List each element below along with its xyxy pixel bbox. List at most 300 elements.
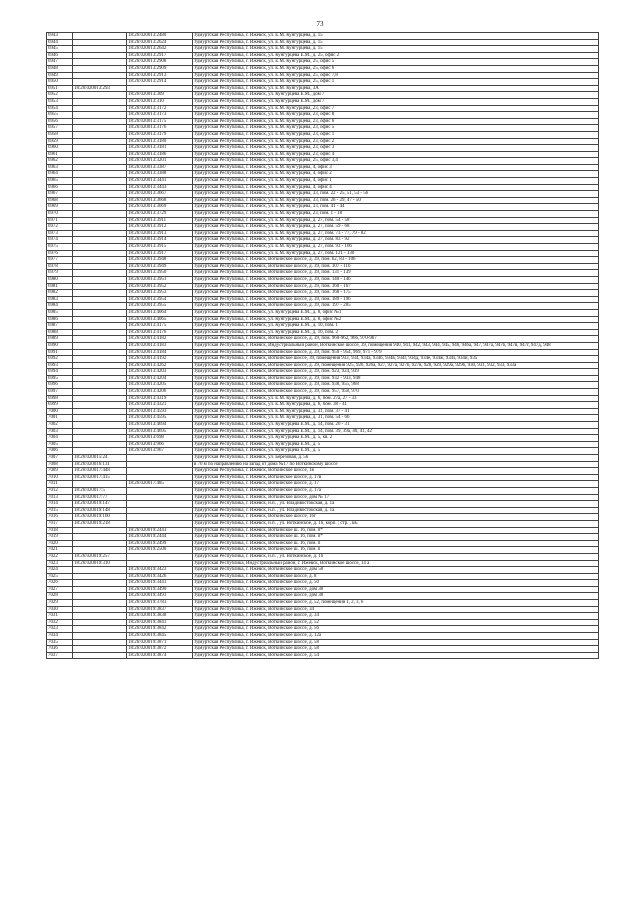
address-cell: Удмуртская Республика, г. Ижевск, ул. Кунгурцева Е.М., д. 25, офис 2 — [193, 52, 599, 59]
address-cell: Удмуртская Республика, г. Ижевск, Воткинское ш. 16, пом. п* — [193, 534, 599, 541]
row-number-cell: 7012 — [47, 487, 73, 494]
building-cadastral-number-cell — [127, 468, 193, 475]
building-cadastral-number-cell: 18:26:020019:3783 — [127, 600, 193, 607]
land-cadastral-number-cell — [73, 52, 127, 59]
table-row — [47, 85, 599, 92]
address-cell: Удмуртская Республика, г. Ижевск, Воткинское шоссе, д. 50 — [193, 580, 599, 587]
table-row — [47, 171, 599, 178]
land-cadastral-number-cell — [73, 323, 127, 330]
table-row — [47, 567, 599, 574]
row-number-cell: 6990 — [47, 342, 73, 349]
row-number-cell: 6962 — [47, 158, 73, 165]
address-cell: Удмуртская Республика, г. Ижевск, Воткинское шоссе, д. 56 — [193, 626, 599, 633]
address-cell: Удмуртская Республика, г. Ижевск, н.п. , ул. Владивостокская, д. 1а — [193, 501, 599, 508]
row-number-cell: 7033 — [47, 626, 73, 633]
building-cadastral-number-cell: 18:26:020013:4205 — [127, 382, 193, 389]
table-row — [47, 178, 599, 185]
building-cadastral-number-cell: 18:26:020019:3841 — [127, 619, 193, 626]
table-row — [47, 336, 599, 343]
building-cadastral-number-cell: 18:26:020019:3491 — [127, 593, 193, 600]
table-row — [47, 98, 599, 105]
table-row — [47, 309, 599, 316]
land-cadastral-number-cell — [73, 580, 127, 587]
address-cell: Удмуртская Республика, г. Ижевск, Воткинское шоссе, д. 8 — [193, 573, 599, 580]
land-cadastral-number-cell — [73, 230, 127, 237]
table-row — [47, 369, 599, 376]
land-cadastral-number-cell: 18:26:020019:148 — [73, 507, 127, 514]
row-number-cell: 6947 — [47, 59, 73, 66]
table-row — [47, 487, 599, 494]
table-row — [47, 164, 599, 171]
building-cadastral-number-cell: 18:26:020013:3181 — [127, 145, 193, 152]
address-cell: в 70 м по направлению на запад от дома №17 по Воткинскому шоссе — [193, 461, 599, 468]
address-cell: Удмуртская Республика, г. Ижевск, Воткинское шоссе, д. 17в — [193, 474, 599, 481]
table-row — [47, 461, 599, 468]
row-number-cell: 6959 — [47, 138, 73, 145]
land-cadastral-number-cell — [73, 428, 127, 435]
address-cell: Удмуртская Республика, г. Ижевск, н.п. , ул. Воткинское, д. 16 — [193, 553, 599, 560]
table-row — [47, 33, 599, 40]
address-cell: Удмуртская Республика, г. Ижевск, Воткинское шоссе, 1в — [193, 468, 599, 475]
address-cell: Удмуртская Республика, г. Ижевск, ул. Е.М. Кунгурцева, 23, офис 4 — [193, 151, 599, 158]
address-cell: Удмуртская Республика, г. Ижевск, ул. Е.М. Кунгурцева, д. 27, пом. 83 - 92 — [193, 237, 599, 244]
table-row — [47, 52, 599, 59]
address-cell: Удмуртская Республика, г. Ижевск, Воткинское шоссе, д. 52, помещения 1, 2, 3, 6 — [193, 600, 599, 607]
address-cell: Удмуртская Республика, г. Ижевск, Воткинское шоссе, д. 39, пом. 160 - 167 — [193, 283, 599, 290]
table-row — [47, 468, 599, 475]
land-cadastral-number-cell: 18:26:020013:293 — [73, 85, 127, 92]
row-number-cell: 7022 — [47, 553, 73, 560]
row-number-cell: 7017 — [47, 520, 73, 527]
building-cadastral-number-cell: 18:26:020019:2444 — [127, 534, 193, 541]
table-row — [47, 118, 599, 125]
building-cadastral-number-cell: 18:26:020019:2499 — [127, 540, 193, 547]
row-number-cell: 6968 — [47, 197, 73, 204]
address-cell: Удмуртская Республика, г. Ижевск, ул. Е.М. Кунгурцева, 4, офис 2 — [193, 171, 599, 178]
table-row — [47, 527, 599, 534]
row-number-cell: 6986 — [47, 316, 73, 323]
table-row — [47, 217, 599, 224]
row-number-cell: 7016 — [47, 514, 73, 521]
row-number-cell: 7018 — [47, 527, 73, 534]
address-cell: Удмуртская Республика, г. Ижевск, ул. Березовая, д. 5б — [193, 455, 599, 462]
building-cadastral-number-cell: 18:26:020013:3950 — [127, 270, 193, 277]
building-cadastral-number-cell: 18:26:020019:3441 — [127, 580, 193, 587]
row-number-cell: 6985 — [47, 309, 73, 316]
building-cadastral-number-cell — [127, 487, 193, 494]
table-row — [47, 270, 599, 277]
table-row — [47, 633, 599, 640]
building-cadastral-number-cell: 18:26:020013:3953 — [127, 290, 193, 297]
property-register-table — [46, 32, 599, 659]
table-row — [47, 191, 599, 198]
building-cadastral-number-cell: 18:26:020013:3955 — [127, 303, 193, 310]
building-cadastral-number-cell: 18:26:020013:3669 — [127, 204, 193, 211]
land-cadastral-number-cell — [73, 217, 127, 224]
row-number-cell: 6951 — [47, 85, 73, 92]
land-cadastral-number-cell — [73, 573, 127, 580]
row-number-cell: 7034 — [47, 633, 73, 640]
land-cadastral-number-cell — [73, 626, 127, 633]
row-number-cell: 7003 — [47, 428, 73, 435]
table-row — [47, 204, 599, 211]
row-number-cell: 7031 — [47, 613, 73, 620]
land-cadastral-number-cell — [73, 633, 127, 640]
land-cadastral-number-cell — [73, 79, 127, 86]
table-row — [47, 349, 599, 356]
table-row — [47, 362, 599, 369]
row-number-cell: 6998 — [47, 395, 73, 402]
building-cadastral-number-cell: 18:26:020013:309 — [127, 92, 193, 99]
building-cadastral-number-cell: 18:26:020013:3668 — [127, 197, 193, 204]
land-cadastral-number-cell — [73, 184, 127, 191]
row-number-cell: 6943 — [47, 33, 73, 40]
table-row — [47, 79, 599, 86]
row-number-cell: 7009 — [47, 468, 73, 475]
table-row — [47, 257, 599, 264]
address-cell: Удмуртская Республика, г. Ижевск, Воткинское шоссе, д. 52 — [193, 619, 599, 626]
table-row — [47, 652, 599, 659]
land-cadastral-number-cell — [73, 375, 127, 382]
address-cell: Удмуртская Республика, г. Ижевск, Воткинское шоссе, д. 34 — [193, 613, 599, 620]
land-cadastral-number-cell: 18:26:020017:5 — [73, 487, 127, 494]
building-cadastral-number-cell: 18:26:020013:4695 — [127, 428, 193, 435]
table-row — [47, 389, 599, 396]
row-number-cell: 7007 — [47, 455, 73, 462]
row-number-cell: 6980 — [47, 276, 73, 283]
address-cell: Удмуртская Республика, г. Ижевск, Воткинское шоссе, д. 39, пом. 107 - 116 — [193, 263, 599, 270]
table-row — [47, 422, 599, 429]
row-number-cell: 7037 — [47, 652, 73, 659]
building-cadastral-number-cell — [127, 520, 193, 527]
address-cell: Удмуртская Республика, г. Ижевск, Воткинское шоссе, д. 58 — [193, 639, 599, 646]
address-cell: Удмуртская Республика, г. Ижевск, Воткинское шоссе, 16г — [193, 514, 599, 521]
address-cell: Удмуртская Республика, г. Ижевск, ул. Е.М. Кунгурцева, 3А — [193, 85, 599, 92]
row-number-cell: 6946 — [47, 52, 73, 59]
row-number-cell: 7025 — [47, 573, 73, 580]
row-number-cell: 6965 — [47, 178, 73, 185]
land-cadastral-number-cell — [73, 540, 127, 547]
building-cadastral-number-cell: 18:26:020019:3845 — [127, 633, 193, 640]
building-cadastral-number-cell — [127, 553, 193, 560]
row-number-cell: 7011 — [47, 481, 73, 488]
address-cell: Удмуртская Республика, г. Ижевск, Воткинское шоссе, дом 58 — [193, 567, 599, 574]
address-cell: Удмуртская Республика, г. Ижевск, н.п. , ул. Воткинское, д. 16, корп. ; стр. , кв. — [193, 520, 599, 527]
table-row — [47, 105, 599, 112]
building-cadastral-number-cell: 18:26:020013:4321 — [127, 402, 193, 409]
building-cadastral-number-cell: 18:26:020013:4694 — [127, 422, 193, 429]
address-cell: Удмуртская Республика, г. Ижевск, ул. Кунгурцева Е.М., д. 5, кв. 2 — [193, 435, 599, 442]
land-cadastral-number-cell — [73, 600, 127, 607]
building-cadastral-number-cell: 18:26:020013:2917 — [127, 52, 193, 59]
table-row — [47, 323, 599, 330]
table-row — [47, 395, 599, 402]
table-row — [47, 59, 599, 66]
land-cadastral-number-cell — [73, 382, 127, 389]
row-number-cell: 7032 — [47, 619, 73, 626]
table-row — [47, 138, 599, 145]
building-cadastral-number-cell: 18:26:020019:3872 — [127, 646, 193, 653]
row-number-cell: 6984 — [47, 303, 73, 310]
table-row — [47, 296, 599, 303]
row-number-cell: 7028 — [47, 593, 73, 600]
table-row — [47, 316, 599, 323]
table-row — [47, 455, 599, 462]
land-cadastral-number-cell — [73, 356, 127, 363]
building-cadastral-number-cell: 18:26:020013:4183 — [127, 342, 193, 349]
row-number-cell: 6992 — [47, 356, 73, 363]
table-row — [47, 626, 599, 633]
table-row — [47, 230, 599, 237]
address-cell: Удмуртская Республика, г. Ижевск, ул. Е.М. Кунгурцева, д. 27, пом. 93 - 106 — [193, 244, 599, 251]
building-cadastral-number-cell: 18:26:020013:3914 — [127, 237, 193, 244]
building-cadastral-number-cell — [127, 474, 193, 481]
table-row — [47, 244, 599, 251]
table-row — [47, 547, 599, 554]
table-row — [47, 342, 599, 349]
building-cadastral-number-cell: 18:26:020013:3912 — [127, 224, 193, 231]
address-cell: Удмуртская Республика, г. Ижевск, ул. Е.М. Кунгурцева, 23, офис 5 — [193, 125, 599, 132]
table-row — [47, 507, 599, 514]
address-cell: Удмуртская Республика, г. Ижевск, ул. Е.М. Кунгурцева, д. 27, пом. 54 - 58 — [193, 217, 599, 224]
land-cadastral-number-cell — [73, 46, 127, 53]
building-cadastral-number-cell: 18:26:020013:3443 — [127, 184, 193, 191]
table-row — [47, 415, 599, 422]
address-cell: Удмуртская Республика, г. Ижевск, Воткинское шоссе, д. 17а — [193, 487, 599, 494]
row-number-cell: 7027 — [47, 586, 73, 593]
address-cell: Удмуртская Республика, г. Ижевск, Воткинское шоссе, д. 39, пом. 131 - 139 — [193, 270, 599, 277]
building-cadastral-number-cell: 18:26:020013:3954 — [127, 296, 193, 303]
row-number-cell: 7021 — [47, 547, 73, 554]
address-cell: Удмуртская Республика, г. Ижевск, ул. Е.М. Кунгурцева, 4, офис 4 — [193, 184, 599, 191]
table-row — [47, 448, 599, 455]
building-cadastral-number-cell: 18:26:020019:3426 — [127, 573, 193, 580]
row-number-cell: 7004 — [47, 435, 73, 442]
table-row — [47, 586, 599, 593]
building-cadastral-number-cell: 18:26:020013:2642 — [127, 46, 193, 53]
address-cell: Удмуртская Республика, г. Ижевск, ул. Е.М. Кунгурцева, д. 27, пом. 121 - 130 — [193, 250, 599, 257]
row-number-cell: 6957 — [47, 125, 73, 132]
land-cadastral-number-cell — [73, 283, 127, 290]
address-cell: Удмуртская Республика, г. Ижевск, Воткинское шоссе, д. 39, пом. 140 - 146 — [193, 276, 599, 283]
building-cadastral-number-cell: 18:26:020013:4176 — [127, 329, 193, 336]
address-cell: Удмуртская Республика, г. Ижевск, ул. Е.М. Кунгурцева, д. 6, пом. 27а, 27 - 33 — [193, 395, 599, 402]
row-number-cell: 6953 — [47, 98, 73, 105]
table-row — [47, 197, 599, 204]
row-number-cell: 6973 — [47, 230, 73, 237]
building-cadastral-number-cell: 18:26:020013:3172 — [127, 105, 193, 112]
address-cell: Удмуртская Республика, г. Ижевск, ул. Кунгурцева Е.М., д. 10, пом. 2 — [193, 329, 599, 336]
address-cell: Удмуртская Республика, г. Ижевск, ул. Кунгурцева Е.М., дом 7 — [193, 92, 599, 99]
table-row — [47, 211, 599, 218]
building-cadastral-number-cell: 18:26:020013:4262 — [127, 362, 193, 369]
land-cadastral-number-cell — [73, 72, 127, 79]
row-number-cell: 6949 — [47, 72, 73, 79]
building-cadastral-number-cell: 18:26:020013:967 — [127, 448, 193, 455]
row-number-cell: 6995 — [47, 375, 73, 382]
land-cadastral-number-cell — [73, 415, 127, 422]
address-cell: Удмуртская Республика, г. Ижевск, Воткинское шоссе, д. 39, пом. 957, 958, 970 — [193, 389, 599, 396]
land-cadastral-number-cell — [73, 197, 127, 204]
building-cadastral-number-cell: 18:26:020013:2480 — [127, 33, 193, 40]
land-cadastral-number-cell — [73, 270, 127, 277]
row-number-cell: 6999 — [47, 402, 73, 409]
land-cadastral-number-cell: 18:26:020019:218 — [73, 520, 127, 527]
land-cadastral-number-cell — [73, 204, 127, 211]
land-cadastral-number-cell — [73, 646, 127, 653]
address-cell: Удмуртская Республика, г. Ижевск, ул. Е.М. Кунгурцева, 33, пом. 22 - 25, 51, 53 - 56 — [193, 191, 599, 198]
land-cadastral-number-cell — [73, 639, 127, 646]
row-number-cell: 6966 — [47, 184, 73, 191]
address-cell: Удмуртская Республика, г. Ижевск, ул. Е.М. Кунгурцева, д. 15 — [193, 33, 599, 40]
land-cadastral-number-cell — [73, 105, 127, 112]
address-cell: Удмуртская Республика, г. Ижевск, Воткинское шоссе, дом 38 — [193, 593, 599, 600]
address-cell: Удмуртская Республика, г. Ижевск, ул. Е.М. Кунгурцева, 4, офис 3 — [193, 164, 599, 171]
land-cadastral-number-cell — [73, 118, 127, 125]
table-row — [47, 125, 599, 132]
row-number-cell: 7020 — [47, 540, 73, 547]
building-cadastral-number-cell: 18:26:020013:3180 — [127, 138, 193, 145]
building-cadastral-number-cell: 18:26:020019:3874 — [127, 652, 193, 659]
address-cell: Удмуртская Республика, г. Ижевск, Воткинское шоссе, д. 17 — [193, 481, 599, 488]
address-cell: Удмуртская Республика, г. Ижевск, ул. Кунгурцева Е.М., д. 8, офис №2 — [193, 316, 599, 323]
land-cadastral-number-cell — [73, 158, 127, 165]
land-cadastral-number-cell — [73, 619, 127, 626]
row-number-cell: 7006 — [47, 448, 73, 455]
building-cadastral-number-cell: 18:26:020013:2914 — [127, 79, 193, 86]
address-cell: Удмуртская Республика, г. Ижевск, ул. Кунгурцева Е.М., д. 14, пом. 39, 39а, 40, 41, 42 — [193, 428, 599, 435]
row-number-cell: 7015 — [47, 507, 73, 514]
building-cadastral-number-cell: 18:26:020019:3423 — [127, 567, 193, 574]
row-number-cell: 6978 — [47, 263, 73, 270]
land-cadastral-number-cell — [73, 369, 127, 376]
table-row — [47, 131, 599, 138]
land-cadastral-number-cell — [73, 171, 127, 178]
address-cell: Удмуртская Республика, г. Ижевск, ул. Е.М. Кунгурцева, д. 27, пом. 73 - 77, 79 - 82 — [193, 230, 599, 237]
row-number-cell: 6964 — [47, 171, 73, 178]
land-cadastral-number-cell — [73, 613, 127, 620]
land-cadastral-number-cell — [73, 408, 127, 415]
table-row — [47, 501, 599, 508]
building-cadastral-number-cell: 18:26:020013:3949 — [127, 263, 193, 270]
address-cell: Удмуртская Республика, г. Ижевск, Воткинское шоссе, 39, помещения 933, 934, 934а, 934б, 934в, 934г, 934д, 934е, 934ж, 934з, 934и, 935 — [193, 356, 599, 363]
land-cadastral-number-cell — [73, 402, 127, 409]
land-cadastral-number-cell — [73, 164, 127, 171]
table-row — [47, 237, 599, 244]
table-row — [47, 151, 599, 158]
table-row — [47, 263, 599, 270]
row-number-cell: 6948 — [47, 65, 73, 72]
land-cadastral-number-cell: 18:26:020019:160 — [73, 514, 127, 521]
address-cell: Удмуртская Республика, г. Ижевск, Воткинское ш. 16, пом. п* — [193, 527, 599, 534]
row-number-cell: 6967 — [47, 191, 73, 198]
row-number-cell: 7019 — [47, 534, 73, 541]
address-cell: Удмуртская Республика, г. Ижевск, ул. Кунгурцева Е.М., д. 14, пом. 20 - 31 — [193, 422, 599, 429]
address-cell: Удмуртская Республика, г. Ижевск, ул. Е.М. Кунгурцева, 23, пом. 1 - 18 — [193, 211, 599, 218]
building-cadastral-number-cell — [127, 560, 193, 567]
land-cadastral-number-cell — [73, 342, 127, 349]
building-cadastral-number-cell: 18:26:020013:3952 — [127, 283, 193, 290]
row-number-cell: 7023 — [47, 560, 73, 567]
row-number-cell: 7000 — [47, 408, 73, 415]
land-cadastral-number-cell — [73, 250, 127, 257]
address-cell: Удмуртская Республика, г. Ижевск, Воткинское шоссе, дом № 17 — [193, 494, 599, 501]
building-cadastral-number-cell: 18:26:020019:3490 — [127, 586, 193, 593]
building-cadastral-number-cell: 18:26:020013:2908 — [127, 59, 193, 66]
row-number-cell: 6944 — [47, 39, 73, 46]
land-cadastral-number-cell: 18:26:020019:257 — [73, 553, 127, 560]
address-cell: Удмуртская Республика, г. Ижевск, Воткинское шоссе, д. 54 — [193, 652, 599, 659]
table-row — [47, 428, 599, 435]
address-cell: Удмуртская Республика, г. Ижевск, Воткинское шоссе, д. 12а — [193, 633, 599, 640]
building-cadastral-number-cell: 18:26:020013:4593 — [127, 408, 193, 415]
building-cadastral-number-cell: 18:26:020013:3186 — [127, 151, 193, 158]
address-cell: Удмуртская Республика, г. Ижевск, ул. Е.М. Кунгурцева, д. 31, пом. 54 - 66 — [193, 415, 599, 422]
land-cadastral-number-cell — [73, 362, 127, 369]
address-cell: Удмуртская Республика, г. Ижевск, Воткинское шоссе, д. 39, помещения 925, 926, 926а, 927, 927а, 927б, 927в, 928, 929, 929а, 929б, 930, 931, 932, 933, 933а — [193, 362, 599, 369]
building-cadastral-number-cell: 18:26:020013:3729 — [127, 211, 193, 218]
address-cell: Удмуртская Республика, г. Ижевск, ул. Е.М. Кунгурцева, 25, офис 1 — [193, 79, 599, 86]
register-table-body — [47, 33, 599, 659]
building-cadastral-number-cell: 18:26:020013:3387 — [127, 164, 193, 171]
table-row — [47, 276, 599, 283]
land-cadastral-number-cell — [73, 257, 127, 264]
row-number-cell: 6970 — [47, 211, 73, 218]
address-cell: Удмуртская Республика, г. Ижевск, ул. Е.М. Кунгурцева, 25, офис 6 — [193, 65, 599, 72]
row-number-cell: 6954 — [47, 105, 73, 112]
land-cadastral-number-cell — [73, 567, 127, 574]
land-cadastral-number-cell: 18:26:020019:147 — [73, 501, 127, 508]
row-number-cell: 6955 — [47, 112, 73, 119]
row-number-cell: 6972 — [47, 224, 73, 231]
building-cadastral-number-cell — [127, 507, 193, 514]
address-cell: Удмуртская Республика, г. Ижевск, Воткинское шоссе, д. 39, пом. 923, 924, 939 — [193, 369, 599, 376]
table-row — [47, 112, 599, 119]
land-cadastral-number-cell — [73, 151, 127, 158]
land-cadastral-number-cell — [73, 211, 127, 218]
land-cadastral-number-cell — [73, 593, 127, 600]
building-cadastral-number-cell: 18:26:020019:2443 — [127, 527, 193, 534]
row-number-cell: 6994 — [47, 369, 73, 376]
land-cadastral-number-cell — [73, 316, 127, 323]
land-cadastral-number-cell — [73, 191, 127, 198]
building-cadastral-number-cell: 18:26:020013:3441 — [127, 178, 193, 185]
building-cadastral-number-cell: 18:26:020013:3201 — [127, 158, 193, 165]
row-number-cell: 6981 — [47, 283, 73, 290]
table-row — [47, 303, 599, 310]
building-cadastral-number-cell: 18:26:020019:3871 — [127, 639, 193, 646]
land-cadastral-number-cell: 18:26:020017:415 — [73, 474, 127, 481]
table-row — [47, 534, 599, 541]
row-number-cell: 6976 — [47, 250, 73, 257]
building-cadastral-number-cell: 18:26:020013:310 — [127, 98, 193, 105]
address-cell: Удмуртская Республика, г. Ижевск, Воткинское шоссе, д. 39, пом. 189 - 196 — [193, 296, 599, 303]
land-cadastral-number-cell — [73, 422, 127, 429]
building-cadastral-number-cell: 18:26:020013:3917 — [127, 250, 193, 257]
building-cadastral-number-cell: 18:26:020019:3838 — [127, 613, 193, 620]
row-number-cell: 7026 — [47, 580, 73, 587]
building-cadastral-number-cell: 18:26:020013:4319 — [127, 395, 193, 402]
address-cell: Удмуртская Республика, г. Ижевск, ул. Е.М. Кунгурцева, 23, офис 3 — [193, 145, 599, 152]
table-row — [47, 46, 599, 53]
table-row — [47, 560, 599, 567]
building-cadastral-number-cell: 18:26:020013:3176 — [127, 125, 193, 132]
land-cadastral-number-cell — [73, 336, 127, 343]
land-cadastral-number-cell: 18:26:020019:310 — [73, 560, 127, 567]
land-cadastral-number-cell — [73, 534, 127, 541]
address-cell: Удмуртская Республика, г. Ижевск, ул. Е.М. Кунгурцева, 23, офис 2 — [193, 138, 599, 145]
table-row — [47, 540, 599, 547]
